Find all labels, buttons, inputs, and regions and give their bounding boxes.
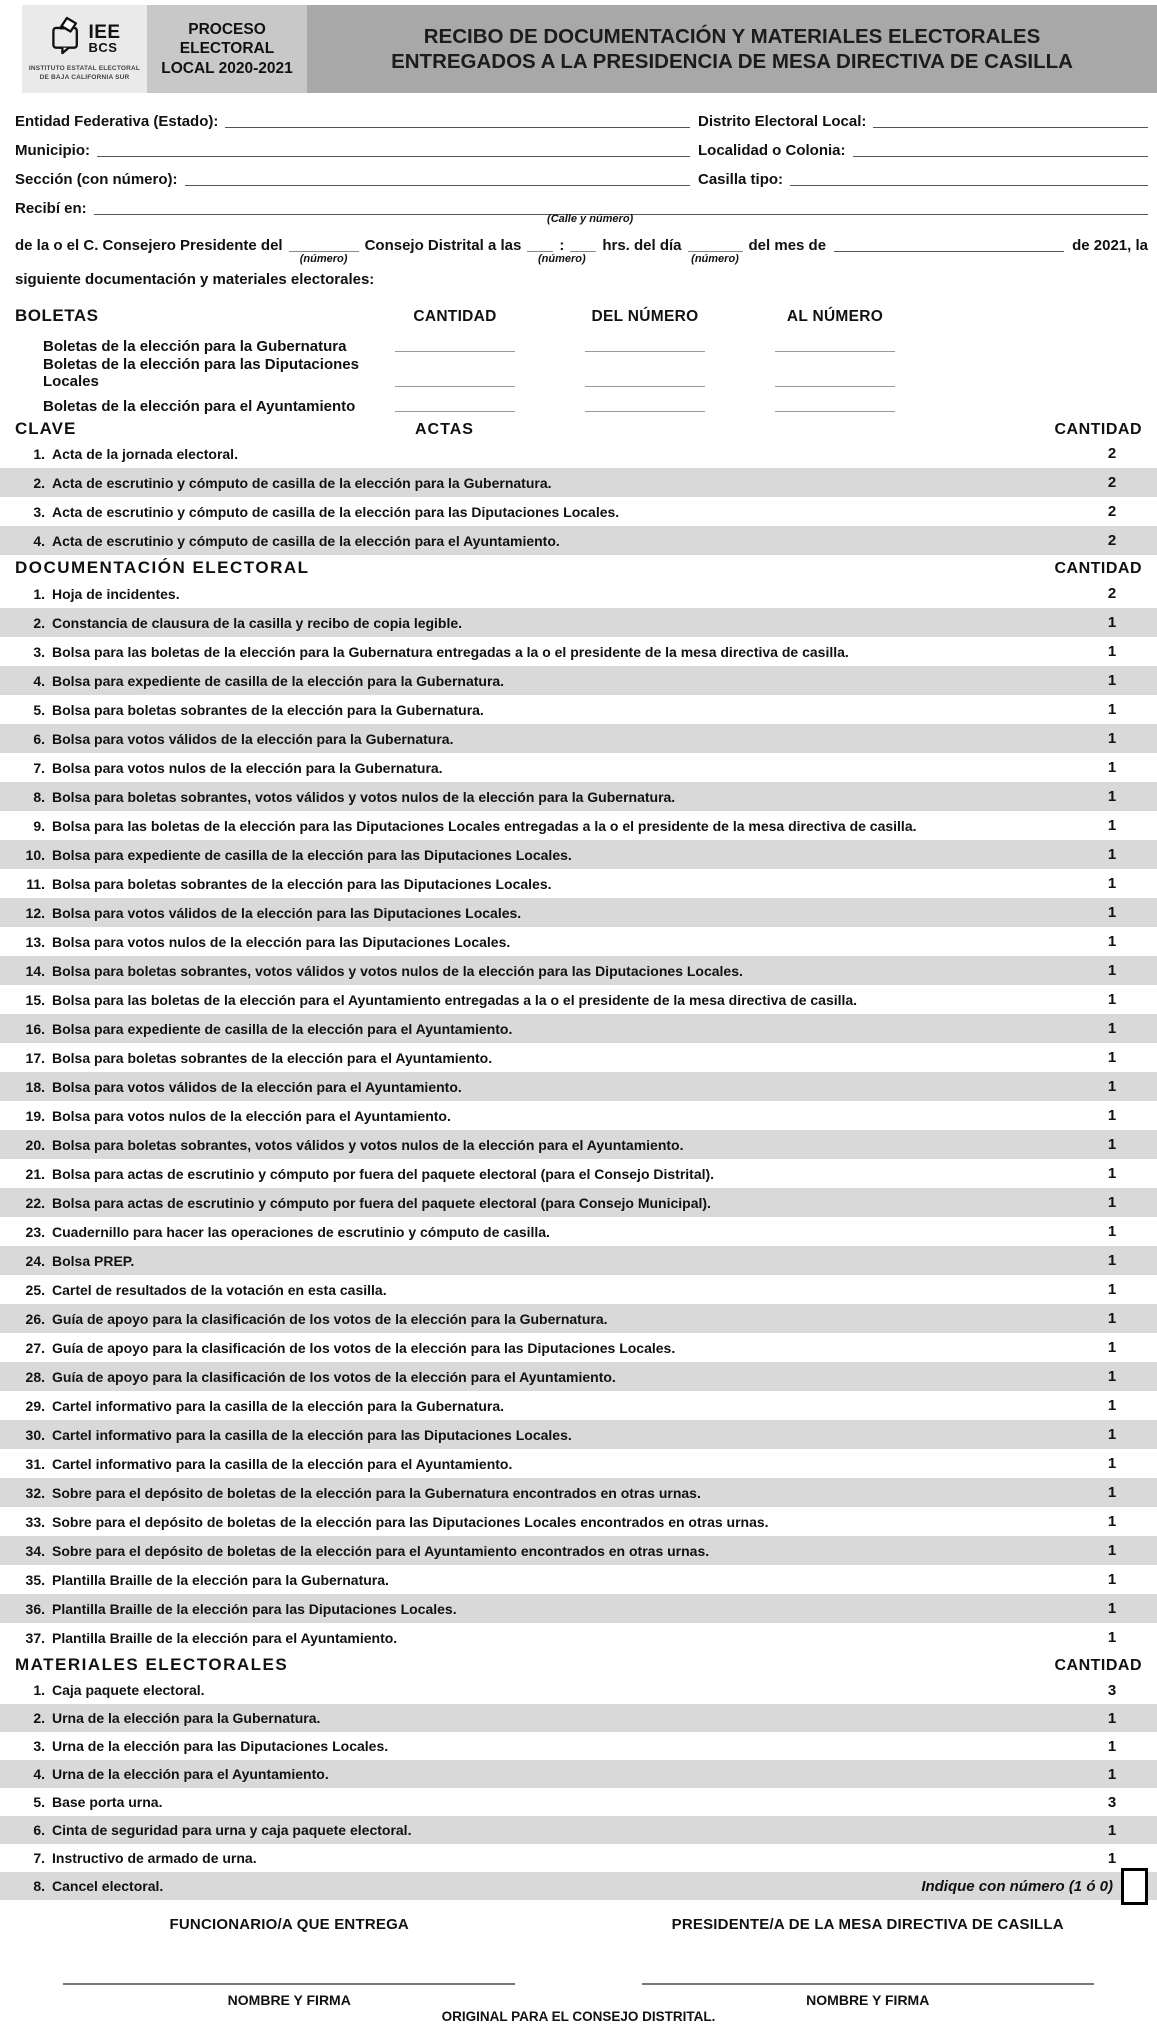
page-title: RECIBO DE DOCUMENTACIÓN Y MATERIALES ELECTORALES ENTREGADOS A LA PRESIDENCIA DE MESA DIRECTIVA DE CASILLA bbox=[307, 5, 1157, 93]
entidad-label: Entidad Federativa (Estado): bbox=[15, 113, 218, 130]
table-row: 11. Bolsa para boletas sobrantes de la elección para las Diputaciones Locales. 1 bbox=[0, 869, 1157, 898]
table-row: 3. Acta de escrutinio y cómputo de casilla de la elección para las Diputaciones Locales. 2 bbox=[0, 497, 1157, 526]
row-quantity: 1 bbox=[1067, 1822, 1157, 1839]
row-quantity: 1 bbox=[1067, 759, 1157, 776]
siguiente-text: siguiente documentación y materiales electorales: bbox=[15, 271, 1148, 288]
table-row: 9. Bolsa para las boletas de la elección para las Diputaciones Locales entregadas a la o el presidente de la mesa directiva de casilla. 1 bbox=[0, 811, 1157, 840]
field-row-municipio-localidad bbox=[15, 130, 1148, 159]
table-row: 32. Sobre para el depósito de boletas de la elección para la Gubernatura encontrados en otras urnas. 1 bbox=[0, 1478, 1157, 1507]
table-row: 12. Bolsa para votos válidos de la elección para las Diputaciones Locales. 1 bbox=[0, 898, 1157, 927]
materiales-rows bbox=[0, 1676, 1157, 1872]
funcionario-title: FUNCIONARIO/A QUE ENTREGA bbox=[170, 1916, 409, 1933]
materiales-col-cantidad: CANTIDAD bbox=[1054, 1657, 1142, 1675]
row-quantity: 2 bbox=[1067, 532, 1157, 549]
field-row-entidad-distrito bbox=[15, 101, 1148, 130]
row-quantity: 1 bbox=[1067, 1600, 1157, 1617]
table-row: 29. Cartel informativo para la casilla de la elección para la Gubernatura. 1 bbox=[0, 1391, 1157, 1420]
presidente-signature-label: NOMBRE Y FIRMA bbox=[806, 1992, 929, 2008]
cancel-electoral-row bbox=[0, 1872, 1157, 1900]
municipio-input-line[interactable] bbox=[97, 156, 690, 157]
row-quantity: 1 bbox=[1067, 1513, 1157, 1530]
table-row: 31. Cartel informativo para la casilla de la elección para el Ayuntamiento. 1 bbox=[0, 1449, 1157, 1478]
distrito-label: Distrito Electoral Local: bbox=[698, 113, 866, 130]
table-row: 22. Bolsa para actas de escrutinio y cómputo por fuera del paquete electoral (para Consejo Municipal). 1 bbox=[0, 1188, 1157, 1217]
boletas-title: BOLETAS bbox=[15, 306, 395, 326]
funcionario-signature-line[interactable] bbox=[63, 1933, 515, 1985]
documentacion-col-cantidad: CANTIDAD bbox=[1054, 560, 1142, 578]
documentacion-section bbox=[0, 555, 1157, 1652]
table-row: 7. Bolsa para votos nulos de la elección para la Gubernatura. 1 bbox=[0, 753, 1157, 782]
table-row: 23. Cuadernillo para hacer las operaciones de escrutinio y cómputo de casilla. 1 bbox=[0, 1217, 1157, 1246]
logo-institute-name: INSTITUTO ESTATAL ELECTORAL DE BAJA CALIFORNIA SUR bbox=[29, 65, 140, 81]
table-row: 21. Bolsa para actas de escrutinio y cómputo por fuera del paquete electoral (para el Consejo Distrital). 1 bbox=[0, 1159, 1157, 1188]
table-row: 37. Plantilla Braille de la elección para el Ayuntamiento. 1 bbox=[0, 1623, 1157, 1652]
actas-section bbox=[0, 419, 1157, 555]
funcionario-signature-block bbox=[0, 1916, 579, 2008]
table-row: 33. Sobre para el depósito de boletas de la elección para las Diputaciones Locales encontrados en otras urnas. 1 bbox=[0, 1507, 1157, 1536]
casilla-tipo-label: Casilla tipo: bbox=[698, 171, 783, 188]
table-row: 2. Constancia de clausura de la casilla y recibo de copia legible. 1 bbox=[0, 608, 1157, 637]
consejo-numero-input-line[interactable] bbox=[289, 251, 359, 252]
field-row-recibi bbox=[15, 188, 1148, 217]
row-quantity: 1 bbox=[1067, 643, 1157, 660]
table-row: 1. Caja paquete electoral. 3 bbox=[0, 1676, 1157, 1704]
table-row: 13. Bolsa para votos nulos de la elección para las Diputaciones Locales. 1 bbox=[0, 927, 1157, 956]
del-numero-input-line[interactable] bbox=[585, 392, 705, 412]
boletas-col-del-numero: DEL NÚMERO bbox=[585, 308, 705, 326]
table-row: 5. Base porta urna. 3 bbox=[0, 1788, 1157, 1816]
row-quantity: 1 bbox=[1067, 933, 1157, 950]
materiales-title: MATERIALES ELECTORALES bbox=[15, 1655, 288, 1675]
cantidad-input-line[interactable] bbox=[395, 367, 515, 387]
recibi-input-line[interactable] bbox=[94, 214, 1148, 215]
row-quantity: 1 bbox=[1067, 1165, 1157, 1182]
row-quantity: 1 bbox=[1067, 701, 1157, 718]
boletas-section bbox=[0, 304, 1157, 416]
localidad-label: Localidad o Colonia: bbox=[698, 142, 846, 159]
boletas-col-al-numero: AL NÚMERO bbox=[775, 308, 895, 326]
row-quantity: 1 bbox=[1067, 1542, 1157, 1559]
del-numero-input-line[interactable] bbox=[585, 367, 705, 387]
table-row: 3. Urna de la elección para las Diputaciones Locales. 1 bbox=[0, 1732, 1157, 1760]
row-quantity: 1 bbox=[1067, 817, 1157, 834]
table-row: 20. Bolsa para boletas sobrantes, votos válidos y votos nulos de la elección para el Ayuntamiento. 1 bbox=[0, 1130, 1157, 1159]
table-row: 1. Acta de la jornada electoral. 2 bbox=[0, 439, 1157, 468]
table-row: 7. Instructivo de armado de urna. 1 bbox=[0, 1844, 1157, 1872]
row-quantity: 1 bbox=[1067, 1310, 1157, 1327]
al-numero-input-line[interactable] bbox=[775, 367, 895, 387]
field-row-seccion-casilla bbox=[15, 159, 1148, 188]
boletas-row: Boletas de la elección para el Ayuntamiento bbox=[0, 386, 1157, 416]
actas-rows bbox=[0, 439, 1157, 555]
al-numero-input-line[interactable] bbox=[775, 392, 895, 412]
logo-acronym: IEE bbox=[88, 24, 120, 41]
consejero-sentence: de la o el C. Consejero Presidente del (número) Consejo Distrital a las : (número) hrs. del día (número) del mes de de 2021, la bbox=[15, 232, 1148, 254]
cantidad-input-line[interactable] bbox=[395, 392, 515, 412]
row-quantity: 1 bbox=[1067, 1078, 1157, 1095]
row-quantity: 1 bbox=[1067, 875, 1157, 892]
row-quantity: 1 bbox=[1067, 1020, 1157, 1037]
table-row: 17. Bolsa para boletas sobrantes de la elección para el Ayuntamiento. 1 bbox=[0, 1043, 1157, 1072]
copy-destination-note: ORIGINAL PARA EL CONSEJO DISTRITAL. bbox=[0, 2009, 1157, 2024]
table-row: 2. Acta de escrutinio y cómputo de casilla de la elección para la Gubernatura. 2 bbox=[0, 468, 1157, 497]
row-quantity: 1 bbox=[1067, 904, 1157, 921]
row-quantity: 1 bbox=[1067, 1571, 1157, 1588]
indique-numero-note: Indique con número (1 ó 0) bbox=[921, 1878, 1113, 1895]
row-quantity: 1 bbox=[1067, 1368, 1157, 1385]
row-quantity: 1 bbox=[1067, 672, 1157, 689]
calle-numero-hint: (Calle y número) bbox=[547, 213, 633, 225]
cancel-electoral-input-box[interactable] bbox=[1121, 1868, 1148, 1905]
presidente-title: PRESIDENTE/A DE LA MESA DIRECTIVA DE CASILLA bbox=[672, 1916, 1064, 1933]
row-quantity: 1 bbox=[1067, 1629, 1157, 1646]
table-row: 6. Bolsa para votos válidos de la elección para la Gubernatura. 1 bbox=[0, 724, 1157, 753]
table-row: 2. Urna de la elección para la Gubernatura. 1 bbox=[0, 1704, 1157, 1732]
hora-input-line[interactable] bbox=[527, 251, 553, 252]
page-header bbox=[22, 5, 1157, 93]
iee-bcs-logo bbox=[22, 5, 147, 93]
row-quantity: 1 bbox=[1067, 846, 1157, 863]
table-row: 26. Guía de apoyo para la clasificación de los votos de la elección para la Gubernatura. 1 bbox=[0, 1304, 1157, 1333]
municipio-label: Municipio: bbox=[15, 142, 90, 159]
boletas-row: Boletas de la elección para las Diputaciones Locales bbox=[0, 356, 1157, 386]
table-row: 27. Guía de apoyo para la clasificación de los votos de la elección para las Diputaciones Locales. 1 bbox=[0, 1333, 1157, 1362]
row-quantity: 1 bbox=[1067, 1426, 1157, 1443]
boletas-col-cantidad: CANTIDAD bbox=[395, 308, 515, 326]
minutos-input-line[interactable] bbox=[570, 251, 596, 252]
row-text: Cancel electoral. bbox=[52, 1878, 171, 1894]
materiales-section bbox=[0, 1652, 1157, 1900]
row-quantity: 1 bbox=[1067, 1850, 1157, 1867]
table-row: 28. Guía de apoyo para la clasificación de los votos de la elección para el Ayuntamiento. 1 bbox=[0, 1362, 1157, 1391]
materiales-header bbox=[0, 1652, 1157, 1676]
row-quantity: 1 bbox=[1067, 788, 1157, 805]
documentacion-header bbox=[0, 555, 1157, 579]
table-row: 18. Bolsa para votos válidos de la elección para el Ayuntamiento. 1 bbox=[0, 1072, 1157, 1101]
row-quantity: 3 bbox=[1067, 1794, 1157, 1811]
row-number: 8. bbox=[0, 1878, 52, 1894]
table-row: 36. Plantilla Braille de la elección para las Diputaciones Locales. 1 bbox=[0, 1594, 1157, 1623]
logo-sub: BCS bbox=[88, 41, 120, 54]
row-quantity: 1 bbox=[1067, 1194, 1157, 1211]
ballot-box-icon bbox=[48, 16, 84, 61]
table-row: 34. Sobre para el depósito de boletas de la elección para el Ayuntamiento encontrados en otras urnas. 1 bbox=[0, 1536, 1157, 1565]
row-quantity: 1 bbox=[1067, 1455, 1157, 1472]
table-row: 4. Bolsa para expediente de casilla de la elección para la Gubernatura. 1 bbox=[0, 666, 1157, 695]
row-quantity: 3 bbox=[1067, 1682, 1157, 1699]
recibi-label: Recibí en: bbox=[15, 200, 87, 217]
row-quantity: 1 bbox=[1067, 1766, 1157, 1783]
row-quantity: 1 bbox=[1067, 1339, 1157, 1356]
table-row: 16. Bolsa para expediente de casilla de la elección para el Ayuntamiento. 1 bbox=[0, 1014, 1157, 1043]
casilla-tipo-input-line[interactable] bbox=[790, 185, 1148, 186]
row-quantity: 1 bbox=[1067, 991, 1157, 1008]
boletas-header bbox=[0, 304, 1157, 326]
row-quantity: 1 bbox=[1067, 962, 1157, 979]
table-row: 4. Acta de escrutinio y cómputo de casilla de la elección para el Ayuntamiento. 2 bbox=[0, 526, 1157, 555]
cantidad-input-line[interactable] bbox=[395, 332, 515, 352]
actas-header bbox=[0, 419, 1157, 439]
table-row: 30. Cartel informativo para la casilla de la elección para las Diputaciones Locales. 1 bbox=[0, 1420, 1157, 1449]
dia-input-line[interactable] bbox=[688, 251, 743, 252]
row-quantity: 1 bbox=[1067, 1252, 1157, 1269]
row-quantity: 1 bbox=[1067, 1136, 1157, 1153]
presidente-signature-block bbox=[579, 1916, 1157, 2008]
seccion-input-line[interactable] bbox=[185, 185, 690, 186]
boletas-rows bbox=[0, 326, 1157, 416]
del-numero-input-line[interactable] bbox=[585, 332, 705, 352]
table-row: 15. Bolsa para las boletas de la elección para el Ayuntamiento entregadas a la o el presidente de la mesa directiva de casilla. 1 bbox=[0, 985, 1157, 1014]
actas-col-cantidad: CANTIDAD bbox=[1054, 421, 1142, 439]
row-quantity: 1 bbox=[1067, 1484, 1157, 1501]
mes-input-line[interactable] bbox=[834, 251, 1064, 252]
al-numero-input-line[interactable] bbox=[775, 332, 895, 352]
row-quantity: 1 bbox=[1067, 1223, 1157, 1240]
row-quantity: 2 bbox=[1067, 474, 1157, 491]
table-row: 10. Bolsa para expediente de casilla de la elección para las Diputaciones Locales. 1 bbox=[0, 840, 1157, 869]
actas-col-actas: ACTAS bbox=[415, 421, 474, 439]
row-quantity: 1 bbox=[1067, 730, 1157, 747]
table-row: 24. Bolsa PREP. 1 bbox=[0, 1246, 1157, 1275]
row-quantity: 1 bbox=[1067, 1738, 1157, 1755]
signatures bbox=[0, 1916, 1157, 2008]
entidad-input-line[interactable] bbox=[225, 127, 690, 128]
table-row: 8. Bolsa para boletas sobrantes, votos válidos y votos nulos de la elección para la Gubernatura. 1 bbox=[0, 782, 1157, 811]
table-row: 25. Cartel de resultados de la votación en esta casilla. 1 bbox=[0, 1275, 1157, 1304]
table-row: 19. Bolsa para votos nulos de la elección para el Ayuntamiento. 1 bbox=[0, 1101, 1157, 1130]
top-form-fields bbox=[0, 93, 1157, 288]
documentacion-title: DOCUMENTACIÓN ELECTORAL bbox=[15, 558, 310, 578]
row-quantity: 1 bbox=[1067, 614, 1157, 631]
localidad-input-line[interactable] bbox=[853, 156, 1148, 157]
table-row: 6. Cinta de seguridad para urna y caja paquete electoral. 1 bbox=[0, 1816, 1157, 1844]
table-row: 5. Bolsa para boletas sobrantes de la elección para la Gubernatura. 1 bbox=[0, 695, 1157, 724]
table-row: 1. Hoja de incidentes. 2 bbox=[0, 579, 1157, 608]
table-row: 14. Bolsa para boletas sobrantes, votos válidos y votos nulos de la elección para las Diputaciones Locales. 1 bbox=[0, 956, 1157, 985]
funcionario-signature-label: NOMBRE Y FIRMA bbox=[228, 1992, 351, 2008]
row-quantity: 1 bbox=[1067, 1397, 1157, 1414]
proceso-electoral-banner: PROCESO ELECTORAL LOCAL 2020-2021 bbox=[147, 5, 307, 93]
row-quantity: 2 bbox=[1067, 503, 1157, 520]
table-row: 35. Plantilla Braille de la elección para la Gubernatura. 1 bbox=[0, 1565, 1157, 1594]
presidente-signature-line[interactable] bbox=[642, 1933, 1094, 1985]
table-row: 4. Urna de la elección para el Ayuntamiento. 1 bbox=[0, 1760, 1157, 1788]
actas-col-clave: CLAVE bbox=[15, 419, 415, 439]
row-quantity: 1 bbox=[1067, 1107, 1157, 1124]
documentacion-rows bbox=[0, 579, 1157, 1652]
seccion-label: Sección (con número): bbox=[15, 171, 178, 188]
row-quantity: 2 bbox=[1067, 585, 1157, 602]
distrito-input-line[interactable] bbox=[873, 127, 1148, 128]
table-row: 3. Bolsa para las boletas de la elección para la Gubernatura entregadas a la o el presidente de la mesa directiva de casilla. 1 bbox=[0, 637, 1157, 666]
row-quantity: 2 bbox=[1067, 445, 1157, 462]
row-quantity: 1 bbox=[1067, 1710, 1157, 1727]
row-quantity: 1 bbox=[1067, 1049, 1157, 1066]
boletas-row: Boletas de la elección para la Gubernatura bbox=[0, 326, 1157, 356]
row-quantity: 1 bbox=[1067, 1281, 1157, 1298]
